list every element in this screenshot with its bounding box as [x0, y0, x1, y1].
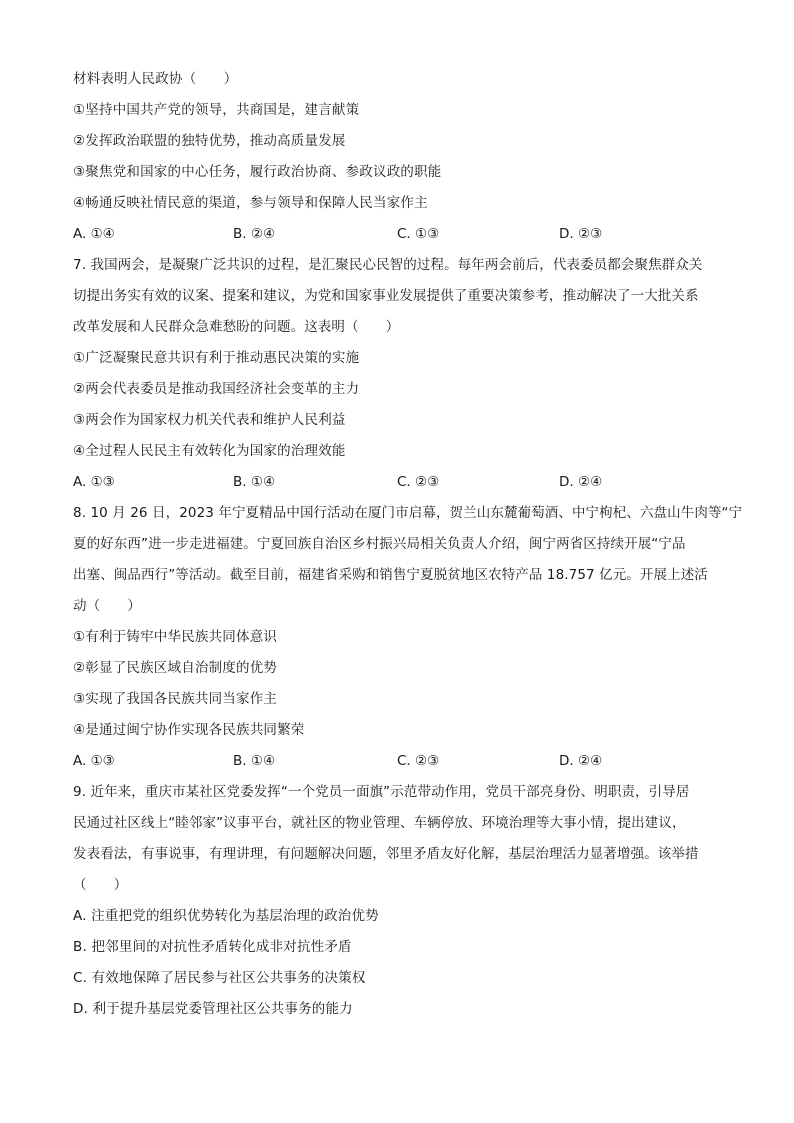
question-7-statement-4: ④全过程人民民主有效转化为国家的治理效能: [73, 443, 346, 459]
question-8-statement-1: ①有利于铸牢中华民族共同体意识: [73, 629, 278, 645]
question-8-stem-line: 8. 10 月 26 日，2023 年宁夏精品中国行活动在厦门市启幕，贺兰山东麓葡萄酒、中宁枸杞、六盘山牛肉等“宁: [73, 505, 743, 521]
question-6-stem: 材料表明人民政协（ ）: [73, 71, 238, 87]
question-7-option-c: C. ②③: [397, 474, 440, 490]
question-8-options: [73, 746, 733, 777]
question-9: [73, 777, 733, 1025]
question-6-option-c: C. ①③: [397, 226, 440, 242]
question-7: [73, 250, 733, 498]
question-6: [73, 64, 733, 250]
question-6-statement-4: ④畅通反映社情民意的渠道，参与领导和保障人民当家作主: [73, 195, 428, 211]
question-9-stem-line: 民通过社区线上“睦邻家”议事平台，就社区的物业管理、车辆停放、环境治理等大事小情，提出建议，: [73, 815, 686, 831]
question-7-options: [73, 467, 733, 498]
question-9-option-c: C. 有效地保障了居民参与社区公共事务的决策权: [73, 970, 366, 986]
question-6-statement-2: ②发挥政治联盟的独特优势，推动高质量发展: [73, 133, 346, 149]
question-7-statement-1: ①广泛凝聚民意共识有利于推动惠民决策的实施: [73, 350, 360, 366]
question-8-option-a: A. ①③: [73, 753, 115, 769]
question-8-stem-line: 夏的好东西”进一步走进福建。宁夏回族自治区乡村振兴局相关负责人介绍，闽宁两省区持续开展“宁品: [73, 536, 686, 552]
question-8-option-d: D. ②④: [559, 753, 603, 769]
question-9-option-d: D. 利于提升基层党委管理社区公共事务的能力: [73, 1001, 353, 1017]
question-6-statement-1: ①坚持中国共产党的领导，共商国是，建言献策: [73, 102, 360, 118]
exam-page: [73, 64, 743, 1025]
question-8-statement-4: ④是通过闽宁协作实现各民族共同繁荣: [73, 722, 305, 738]
question-6-option-d: D. ②③: [559, 226, 603, 242]
question-7-stem-line: 7. 我国两会，是凝聚广泛共识的过程，是汇聚民心民智的过程。每年两会前后，代表委员都会聚焦群众关: [73, 257, 703, 273]
question-7-option-b: B. ①④: [233, 474, 276, 490]
question-9-option-b: B. 把邻里间的对抗性矛盾转化成非对抗性矛盾: [73, 939, 352, 955]
question-6-option-a: A. ①④: [73, 226, 115, 242]
question-9-option-a: A. 注重把党的组织优势转化为基层治理的政治优势: [73, 908, 379, 924]
question-7-stem-line: 切提出务实有效的议案、提案和建议，为党和国家事业发展提供了重要决策参考，推动解决了一大批关系: [73, 288, 699, 304]
question-8-stem-line: 动（ ）: [73, 598, 141, 614]
question-8-option-b: B. ①④: [233, 753, 276, 769]
question-9-stem-line: 9. 近年来，重庆市某社区党委发挥“一个党员一面旗”示范带动作用，党员干部亮身份、明职责，引导居: [73, 784, 690, 800]
question-8: [73, 498, 743, 777]
question-9-stem-line: 发表看法，有事说事，有理讲理，有问题解决问题，邻里矛盾友好化解，基层治理活力显著增强。该举措: [73, 846, 699, 862]
question-6-options: [73, 219, 733, 250]
question-9-stem-line: （ ）: [73, 877, 128, 893]
question-6-statement-3: ③聚焦党和国家的中心任务，履行政治协商、参政议政的职能: [73, 164, 442, 180]
question-6-option-b: B. ②④: [233, 226, 276, 242]
question-8-option-c: C. ②③: [397, 753, 440, 769]
question-8-statement-2: ②彰显了民族区域自治制度的优势: [73, 660, 278, 676]
question-7-stem-line: 改革发展和人民群众急难愁盼的问题。这表明（ ）: [73, 319, 400, 335]
question-8-stem-line: 出塞、闽品西行”等活动。截至目前，福建省采购和销售宁夏脱贫地区农特产品 18.757 亿元。开展上述活: [73, 567, 708, 583]
question-7-statement-3: ③两会作为国家权力机关代表和维护人民利益: [73, 412, 346, 428]
question-7-option-a: A. ①③: [73, 474, 115, 490]
question-7-option-d: D. ②④: [559, 474, 603, 490]
question-7-statement-2: ②两会代表委员是推动我国经济社会变革的主力: [73, 381, 360, 397]
question-8-statement-3: ③实现了我国各民族共同当家作主: [73, 691, 278, 707]
